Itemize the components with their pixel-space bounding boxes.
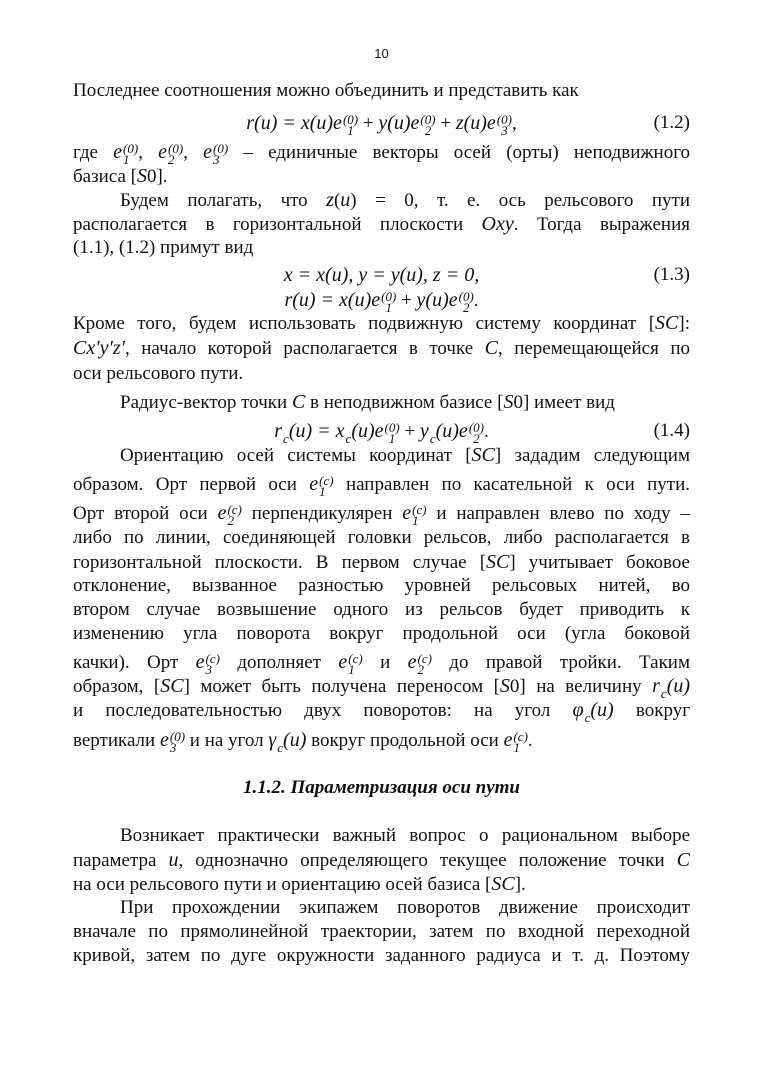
text-line (73, 311, 690, 335)
math-italic: (u) (435, 420, 459, 442)
math-italic: r(u) = x(u) (284, 289, 372, 311)
math-italic: z (326, 189, 334, 211)
text-run: 1.1.2. Параметризация оси пути (242, 777, 520, 798)
superscript: (0) (123, 140, 139, 156)
text-run: + (399, 421, 420, 442)
superscript: (c) (417, 650, 432, 666)
math-symbol (402, 501, 427, 528)
math-variable: e (113, 141, 123, 163)
superscript: (0) (384, 419, 400, 435)
superscript: (0) (468, 419, 484, 435)
text-run: вокруг (613, 700, 690, 721)
math-italic: SC (655, 312, 679, 334)
text-line (73, 472, 690, 499)
text-run: вокруг продольной оси (306, 730, 504, 751)
text-run: Будем полагать, что (120, 190, 327, 211)
subscript: 1 (412, 512, 419, 528)
math-variable: e (195, 651, 205, 673)
subscript: 1 (513, 739, 520, 755)
subscript: 1 (388, 430, 396, 446)
subscript: 2 (462, 299, 470, 315)
math-scripts (468, 419, 484, 446)
text-run: ]: (678, 313, 690, 334)
math-scripts (420, 111, 436, 138)
text-line (73, 188, 690, 212)
text-run: ] учитывает боковое (509, 552, 690, 573)
text-line (73, 944, 690, 968)
math-variable: r (274, 420, 283, 442)
math-symbol (503, 728, 528, 755)
subscript: c (429, 430, 436, 446)
math-italic: S (136, 165, 147, 187)
text-line (73, 140, 691, 167)
math-italic: u (340, 189, 351, 211)
math-variable: e (371, 289, 381, 311)
math-scripts (169, 728, 186, 755)
subscript: c (283, 430, 289, 446)
text-run: , начало которой располагается в точке (125, 338, 485, 359)
text-run: , (183, 142, 204, 163)
subscript: 1 (123, 151, 130, 167)
subscript: c (345, 430, 352, 446)
text-run: Ориентацию осей системы координат [ (120, 445, 472, 466)
math-variable: φ (572, 699, 584, 721)
math-variable: e (309, 473, 319, 495)
text-line (73, 526, 690, 550)
text-run: перпендикулярен (241, 503, 403, 524)
math-italic: C (291, 391, 306, 413)
math-variable: γ (268, 729, 277, 751)
math-italic: Oxy (481, 213, 514, 235)
text-run: изменению угла поворота вокруг продольной оси (угла боковой (73, 623, 690, 644)
math-symbol (217, 501, 242, 528)
text-line (73, 443, 690, 467)
subscript: 3 (501, 122, 508, 138)
text-line (73, 622, 690, 646)
text-run: и направлен влево по ходу – (426, 503, 690, 524)
math-italic: r(u) = x(u) (246, 112, 334, 134)
math-variable: e (458, 420, 468, 442)
math-scripts (123, 140, 139, 167)
text-run: При прохождении экипажем поворотов движение происходит (120, 897, 690, 918)
subscript: 1 (348, 661, 355, 677)
superscript: (c) (513, 728, 528, 744)
math-variable: e (407, 651, 417, 673)
text-run: . (483, 421, 489, 442)
text-run: Кроме того, будем использовать подвижную систему координат [ (73, 313, 656, 334)
math-symbol (158, 140, 184, 167)
text-run: вертикали (73, 730, 160, 751)
math-italic: (u) = x (288, 420, 345, 442)
math-variable: r (652, 675, 660, 697)
text-run: вначале по прямолинейной траектории, затем по входной переходной (73, 921, 690, 942)
math-variable: e (159, 729, 169, 751)
subscript: 2 (227, 512, 234, 528)
subscript: 2 (168, 151, 175, 167)
math-scripts (168, 140, 184, 167)
math-symbol (486, 111, 512, 138)
text-line (73, 164, 690, 188)
math-italic: x = x(u), y = y(u), z = 0, (283, 264, 480, 286)
math-italic: SC (471, 444, 495, 466)
text-run: и (362, 652, 408, 673)
text-run: где (73, 142, 114, 163)
math-symbol (371, 288, 397, 315)
math-italic: y(u) (378, 112, 411, 134)
text-run: образом, [ (73, 676, 161, 697)
text-run: . Тогда выражения (513, 214, 690, 235)
superscript: (c) (348, 650, 363, 666)
math-italic: y (419, 420, 429, 442)
text-run: , однозначно определяющего текущее положение точки (178, 850, 677, 871)
math-scripts (342, 111, 359, 138)
text-run: (1.1), (1.2) примут вид (73, 237, 254, 258)
math-italic: SC (491, 873, 515, 895)
superscript: (c) (205, 650, 220, 666)
text-run: – единичные векторы осей (орты) неподвижного (228, 142, 691, 163)
text-run: , (138, 142, 159, 163)
math-scripts (205, 650, 220, 677)
text-run: Орт второй оси (73, 503, 218, 524)
math-symbol (309, 472, 334, 499)
superscript: (c) (319, 472, 334, 488)
math-scripts (384, 419, 400, 446)
subscript: 1 (385, 299, 392, 315)
math-scripts (319, 472, 334, 499)
math-variable: e (158, 141, 168, 163)
math-italic: C (484, 337, 498, 359)
subscript: 3 (169, 739, 177, 755)
math-italic: y(u) (416, 289, 449, 311)
math-italic: S (499, 675, 510, 697)
text-run: Радиус-вектор точки (120, 392, 292, 413)
text-run: до правой тройки. Таким (431, 652, 691, 673)
text-run: 0]. (146, 166, 168, 187)
math-symbol (274, 420, 289, 446)
text-run: Возникает практически важный вопрос о рациональном выборе (120, 825, 690, 846)
math-symbol (113, 140, 139, 167)
text-line (73, 674, 691, 701)
text-run: параметра (73, 850, 169, 871)
text-run: ) = 0, т. е. ось рельсового пути (350, 190, 691, 211)
text-line (73, 550, 690, 574)
math-variable: e (402, 502, 412, 524)
superscript: (c) (227, 501, 242, 517)
equation-number: (1.4) (653, 420, 690, 441)
math-italic: (u) (283, 729, 307, 751)
subscript: c (277, 739, 284, 755)
math-scripts (213, 140, 229, 167)
text-line (73, 650, 691, 677)
text-run: базиса [ (73, 166, 137, 187)
text-run: , перемещающейся по (497, 338, 690, 359)
subscript: c (660, 685, 667, 701)
text-run: образом. Орт первой оси (73, 474, 310, 495)
text-run: горизонтальной плоскости. В первом случае [ (73, 552, 487, 573)
subscript: 2 (417, 661, 425, 677)
math-symbol (458, 419, 484, 446)
math-symbol (374, 419, 400, 446)
text-line (73, 336, 690, 360)
text-line (73, 824, 690, 848)
text-run: + (396, 290, 417, 311)
text-line (73, 728, 690, 755)
math-symbol (448, 288, 474, 315)
math-variable: e (338, 651, 348, 673)
text-line (73, 390, 690, 414)
superscript: (0) (381, 288, 397, 304)
math-variable: e (333, 112, 342, 134)
text-run: располагается в горизонтальной плоскости (73, 214, 482, 235)
math-variable: e (203, 141, 213, 163)
subscript: c (584, 709, 591, 725)
text-run: . (473, 290, 479, 311)
text-line (73, 598, 690, 622)
math-symbol (338, 650, 363, 677)
math-scripts (381, 288, 397, 315)
text-run: + (358, 113, 379, 134)
text-run: и на угол (185, 730, 269, 751)
text-run: ( (333, 190, 341, 211)
text-run: 0] на величину (509, 676, 653, 697)
text-run: качки). Орт (73, 652, 196, 673)
math-symbol (429, 421, 436, 446)
text-line (73, 698, 690, 725)
math-italic: SC (486, 551, 510, 573)
text-line (73, 574, 690, 598)
subscript: 3 (213, 151, 220, 167)
math-variable: e (486, 112, 496, 134)
math-symbol (652, 675, 667, 701)
text-run: либо по линии, соединяющей головки рельсов, либо располагается в (73, 527, 690, 548)
math-variable: e (448, 289, 458, 311)
math-symbol (410, 111, 436, 138)
math-symbol (407, 650, 432, 677)
superscript: (c) (412, 501, 427, 517)
math-scripts (513, 728, 528, 755)
text-run: 0] имеет вид (513, 392, 615, 413)
text-run: ] может быть получена переносом [ (183, 676, 500, 697)
text-run: Последнее соотношения можно объединить и представить как (73, 80, 579, 101)
math-scripts (496, 111, 512, 138)
math-italic: (u) (666, 675, 691, 697)
subscript: 3 (205, 661, 213, 677)
text-run: , (511, 113, 517, 134)
text-run: ] зададим следующим (494, 445, 690, 466)
math-scripts (412, 501, 427, 528)
superscript: (0) (168, 140, 184, 156)
superscript: (0) (458, 288, 474, 304)
math-variable: e (503, 729, 513, 751)
math-symbol (268, 729, 284, 755)
math-variable: e (217, 502, 227, 524)
text-line (73, 212, 690, 236)
text-run: кривой, затем по дуге окружности заданного радиуса и т. д. Поэтому (73, 945, 690, 966)
equation-line (73, 108, 690, 138)
text-run: отклонение, вызванное разностью уровней рельсовых нитей, во (73, 575, 690, 596)
subscript: 2 (424, 122, 432, 138)
math-italic: (u) (590, 699, 614, 721)
math-italic: C (676, 849, 690, 871)
text-line (73, 79, 690, 103)
math-italic: SC (160, 675, 184, 697)
text-run: оси рельсового пути. (73, 363, 244, 384)
math-symbol (203, 140, 229, 167)
text-run: + (435, 113, 456, 134)
math-symbol (572, 699, 591, 725)
text-run: . (527, 730, 533, 751)
text-run: дополняет (219, 652, 339, 673)
superscript: (0) (496, 111, 512, 127)
text-line (73, 362, 690, 386)
subscript: 1 (319, 483, 326, 499)
text-line (73, 236, 690, 260)
math-italic: (u) (351, 420, 375, 442)
math-symbol (333, 111, 359, 138)
text-line (73, 896, 690, 920)
subscript: 1 (347, 122, 354, 138)
math-scripts (348, 650, 363, 677)
math-variable: e (374, 420, 384, 442)
equation-number: (1.2) (653, 112, 690, 133)
text-run: втором случае возвышение одного из рельсов будет приводить к (73, 599, 690, 620)
math-variable: e (410, 112, 420, 134)
text-run: направлен по касательной к оси пути. (333, 474, 690, 495)
math-scripts (417, 650, 432, 677)
math-italic: S (503, 391, 514, 413)
superscript: (0) (169, 728, 186, 744)
math-italic: u (168, 849, 179, 871)
text-line (73, 501, 690, 528)
text-line (73, 920, 690, 944)
equation-number: (1.3) (653, 264, 690, 285)
superscript: (0) (420, 111, 436, 127)
superscript: (0) (342, 111, 359, 127)
math-italic: z(u) (455, 112, 487, 134)
text-run: ]. (514, 874, 526, 895)
math-symbol (195, 650, 220, 677)
math-symbol (159, 728, 186, 755)
math-scripts (458, 288, 474, 315)
text-run: на оси рельсового пути и ориентацию осей базиса [ (73, 874, 492, 895)
superscript: (0) (213, 140, 229, 156)
page-number: 10 (374, 46, 389, 61)
text-run: в неподвижном базисе [ (305, 392, 504, 413)
text-run: и последовательностью двух поворотов: на угол (73, 700, 573, 721)
equation-line (73, 416, 690, 446)
text-line (73, 848, 690, 872)
math-scripts (227, 501, 242, 528)
subscript: 2 (473, 430, 480, 446)
section-heading (73, 776, 690, 800)
math-italic: Cx′y′z′ (73, 337, 126, 359)
text-line (73, 872, 690, 896)
